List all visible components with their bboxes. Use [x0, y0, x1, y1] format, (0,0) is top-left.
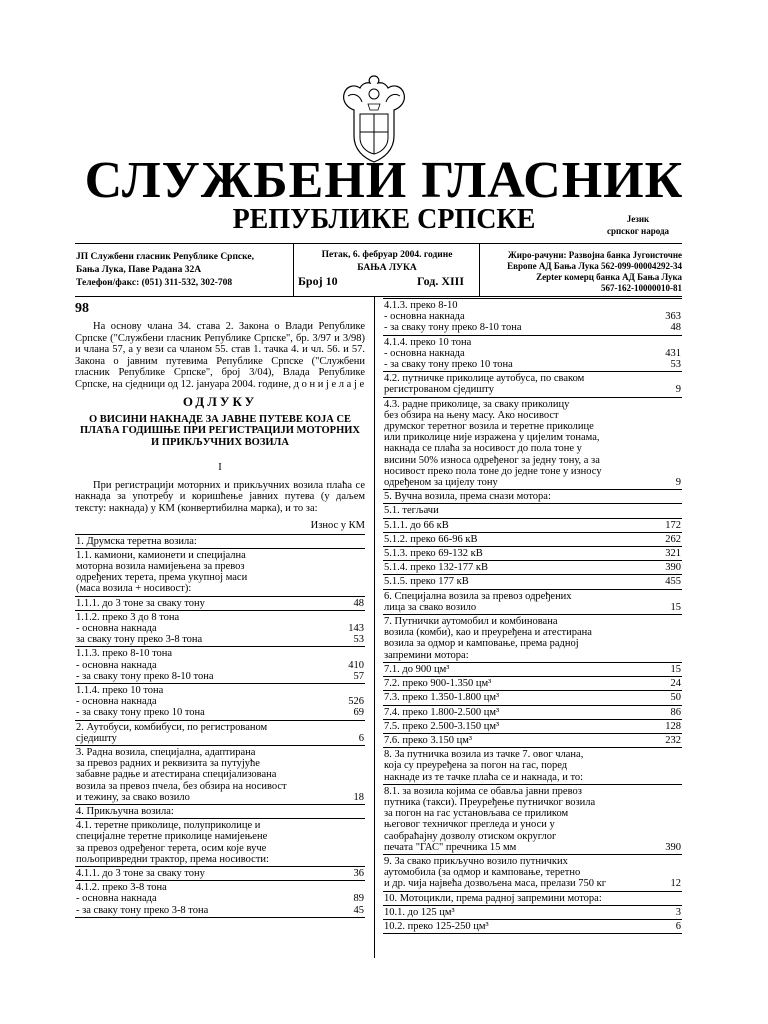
fee-row [383, 532, 682, 546]
issue-year: Год. XIII [417, 274, 464, 288]
fee-description: 10.2. преко 125-250 цм³ [383, 919, 626, 933]
fee-amount: 128 [626, 719, 682, 733]
issue-city: БАЊА ЛУКА [357, 263, 417, 273]
decision-heading: ОДЛУКУ [182, 394, 258, 409]
left-column [75, 301, 365, 918]
fee-description: 4.1. теретне приколице, полуприколице и специјалне теретне приколице намијењене за превоз одређеног терета, осим које вуче пољопривредни трактор, према носивости: [75, 819, 303, 867]
fee-amount [626, 748, 682, 785]
fee-row [383, 891, 682, 905]
fee-row [383, 905, 682, 919]
fee-row [383, 518, 682, 532]
fee-row [383, 662, 682, 676]
coat-of-arms-emblem [340, 74, 408, 164]
language-note: Језик српског народа [606, 214, 670, 236]
fee-amount: 455 [626, 575, 682, 589]
column-divider [374, 296, 375, 958]
fee-amount: 321 [626, 547, 682, 561]
bank-line: Zepter комерц банка АД Бања Лука [536, 272, 682, 282]
fee-description: 7.5. преко 2.500-3.150 цм³ [383, 719, 626, 733]
fee-amount: 431 53 [626, 335, 682, 372]
fee-amount: 24 [626, 677, 682, 691]
fee-row [383, 490, 682, 504]
fee-description: 5.1.4. преко 132-177 кВ [383, 561, 626, 575]
fee-description: 7.4. преко 1.800-2.500 цм³ [383, 705, 626, 719]
fee-description: 4.3. радне приколице, за сваку приколицу без обзира на њену масу. Ако носивост друмског теретног возила и теретне приколице или приколице није изражена у цијелим тонама, накнада се плаћа за носивост до пола тоне у висини 50% износа одређеног за једну тону, а за носивост преко пола тоне до једне тоне у износу одређеном за цијелу тону [383, 397, 626, 490]
fee-amount [626, 504, 682, 518]
fee-description: 7.6. преко 3.150 цм³ [383, 733, 626, 747]
fee-row [383, 335, 682, 372]
fee-row [383, 719, 682, 733]
fee-row [383, 561, 682, 575]
fee-amount [626, 891, 682, 905]
fee-row [383, 547, 682, 561]
fee-description: 5.1.5. преко 177 кВ [383, 575, 626, 589]
fee-description: 1.1. камиони, камионети и специјална моторна возила намијењена за превоз одређених терета, према укупној маси (маса возила + носивост): [75, 548, 303, 596]
fee-description: 7.3. преко 1.350-1.800 цм³ [383, 691, 626, 705]
fee-amount [626, 615, 682, 663]
fee-table-right [383, 298, 682, 934]
fee-amount: 9 [626, 397, 682, 490]
fee-row [383, 504, 682, 518]
fee-description: 5.1.1. до 66 кВ [383, 518, 626, 532]
fee-description: 3. Радна возила, специјална, адаптирана за превоз радних и реквизита за путујуће забавне радње и атестирана специјализована возила за превоз пчела, без обзира на носивост и тежину, за свако возило [75, 745, 303, 804]
fee-amount: 50 [626, 691, 682, 705]
amount-header: Износ у КМ [310, 520, 365, 531]
fee-amount: 36 [303, 866, 365, 880]
fee-row [75, 819, 365, 867]
fee-amount: 48 [303, 596, 365, 610]
fee-amount: 410 57 [303, 647, 365, 684]
fee-amount: 15 [626, 662, 682, 676]
fee-row [383, 677, 682, 691]
fee-row [75, 866, 365, 880]
fee-row [383, 784, 682, 854]
fee-amount: 9 [626, 372, 682, 397]
fee-description: 1. Друмска теретна возила: [75, 534, 303, 548]
fee-amount: 390 [626, 561, 682, 575]
fee-description: 1.1.4. преко 10 тона - основна накнада - за сваку тону преко 10 тона [75, 683, 303, 720]
fee-row [383, 919, 682, 933]
fee-description: 8. За путничка возила из тачке 7. овог члана, која су преуређена за погон на гас, поред накнаде из те тачке плаћа се и накнада, и то: [383, 748, 626, 785]
fee-description: 4.1.3. преко 8-10 - основна накнада - за сваку тону преко 8-10 тона [383, 299, 626, 336]
fee-amount: 390 [626, 784, 682, 854]
header-divider-1 [293, 243, 294, 296]
fee-description: 5.1.3. преко 69-132 кВ [383, 547, 626, 561]
header-divider-2 [479, 243, 480, 296]
bank-line: 567-162-10000010-81 [601, 283, 682, 293]
fee-description: 9. За свако прикључно возило путничких аутомобила (за одмор и камповање, теретно и др. чија највећа дозвољена маса, прелази 750 кг [383, 854, 626, 891]
fee-row [75, 534, 365, 548]
fee-row [383, 748, 682, 785]
header-bottom-rule [75, 296, 682, 297]
document-number: 98 [75, 301, 89, 316]
fee-description: 7. Путнички аутомобил и комбинована возила (комби), као и преуређена и атестирана возила за одмор и камповање, према радној запремини мотора: [383, 615, 626, 663]
fee-amount: 6 [303, 720, 365, 745]
fee-amount: 18 [303, 745, 365, 804]
fee-row [383, 854, 682, 891]
fee-row [75, 881, 365, 918]
fee-table-left [75, 534, 365, 918]
gazette-title: СЛУЖБЕНИ ГЛАСНИК [84, 152, 684, 209]
fee-description: 5.1. тегљачи [383, 504, 626, 518]
fee-row [75, 596, 365, 610]
fee-description: 10. Мотоцикли, према радној запремини мотора: [383, 891, 626, 905]
fee-amount [303, 534, 365, 548]
publisher-line: Бања Лука, Паве Радана 32А [76, 265, 202, 275]
fee-description: 2. Аутобуси, комбибуси, по регистрованом сједишту [75, 720, 303, 745]
fee-row [75, 610, 365, 647]
fee-description: 7.1. до 900 цм³ [383, 662, 626, 676]
decision-subtitle: О ВИСИНИ НАКНАДЕ ЗА ЈАВНЕ ПУТЕВЕ КОЈА СЕ ПЛАЋА ГОДИШЊЕ ПРИ РЕГИСТРАЦИЈИ МОТОРНИХ И ПРИКЉУЧНИХ ВОЗИЛА [79, 413, 360, 448]
fee-amount: 6 [626, 919, 682, 933]
issue-number: Број 10 [298, 274, 338, 288]
fee-description: 7.2. преко 900-1.350 цм³ [383, 677, 626, 691]
issue-info [298, 249, 476, 288]
fee-row [75, 804, 365, 818]
fee-description: 1.1.1. до 3 тоне за сваку тону [75, 596, 303, 610]
header-top-rule [75, 243, 682, 244]
fee-row [383, 691, 682, 705]
fee-amount: 143 53 [303, 610, 365, 647]
fee-amount: 12 [626, 854, 682, 891]
gazette-subtitle: РЕПУБЛИКЕ СРПСКЕ [232, 204, 536, 235]
fee-row [383, 589, 682, 614]
fee-amount: 363 48 [626, 299, 682, 336]
fee-amount [626, 490, 682, 504]
fee-amount: 262 [626, 532, 682, 546]
fee-amount [303, 548, 365, 596]
fee-description: 1.1.2. преко 3 до 8 тона - основна накнада за сваку тону преко 3-8 тона [75, 610, 303, 647]
fee-row [383, 615, 682, 663]
fee-row [383, 705, 682, 719]
fee-description: 6. Специјална возила за превоз одређених лица за свако возило [383, 589, 626, 614]
publisher-info [76, 251, 291, 290]
fee-row [75, 683, 365, 720]
fee-description: 1.1.3. преко 8-10 тона - основна накнада - за сваку тону преко 8-10 тона [75, 647, 303, 684]
publisher-line: ЈП Службени гласник Републике Српске, [76, 252, 254, 262]
bank-line: Жиро-рачуни: Развојна банка Југоисточне [507, 250, 682, 260]
right-column [383, 298, 682, 934]
fee-row [75, 548, 365, 596]
fee-description: 4.1.1. до 3 тоне за сваку тону [75, 866, 303, 880]
fee-amount: 526 69 [303, 683, 365, 720]
fee-amount: 172 [626, 518, 682, 532]
fee-row [383, 372, 682, 397]
fee-amount: 232 [626, 733, 682, 747]
fee-description: 5.1.2. преко 66-96 кВ [383, 532, 626, 546]
fee-description: 4.1.2. преко 3-8 тона - основна накнада - за сваку тону преко 3-8 тона [75, 881, 303, 918]
section-number: I [218, 462, 222, 473]
fee-amount: 89 45 [303, 881, 365, 918]
fee-amount: 86 [626, 705, 682, 719]
fee-row [75, 720, 365, 745]
fee-row [383, 575, 682, 589]
fee-description: 5. Вучна возила, према снази мотора: [383, 490, 626, 504]
issue-date: Петак, 6. фебруар 2004. године [321, 250, 453, 260]
fee-amount [303, 819, 365, 867]
fee-amount [303, 804, 365, 818]
publisher-line: Телефон/факс: (051) 311-532, 302-708 [76, 278, 233, 288]
fee-description: 8.1. за возила којима се обавља јавни превоз путника (такси). Преуређење путничког возила за погон на гас установљава се приликом његовог техничког прегледа и уноси у саобраћајну дозволу отиском округлог печата "ГАС" пречника 15 мм [383, 784, 626, 854]
bank-line: Европе АД Бања Лука 562-099-00004292-34 [507, 261, 682, 271]
fee-row [383, 733, 682, 747]
fee-description: 10.1. до 125 цм³ [383, 905, 626, 919]
fee-row [383, 299, 682, 336]
fee-row [75, 745, 365, 804]
fee-row [75, 647, 365, 684]
fee-amount: 3 [626, 905, 682, 919]
preamble-paragraph: На основу члана 34. става 2. Закона о Влади Републике Српске ("Службени гласник Републике Српске", бр. 3/97 и 3/98) и члана 57, а у вези са чланом 55. став 1. тачка 4. и чл. 56. и 57. Закона о јавним путевима Републике Српске ("Службени гласник Републике Српске", број 3/04), Влада Републике Српске, на сједници од 12. јануара 2004. године, д о н и ј е л а ј е [75, 321, 365, 390]
bank-accounts [484, 250, 682, 294]
section-paragraph: При регистрацији моторних и прикључних возила плаћа се накнада за употребу и коришћење јавних путева (у даљем тексту: накнада) у КМ (конвертибилна марка), и то за: [75, 479, 365, 514]
fee-description: 4.1.4. преко 10 тона - основна накнада - за сваку тону преко 10 тона [383, 335, 626, 372]
fee-description: 4.2. путничке приколице аутобуса, по сваком регистрованом сједишту [383, 372, 626, 397]
fee-description: 4. Прикључна возила: [75, 804, 303, 818]
fee-amount: 15 [626, 589, 682, 614]
fee-row [383, 397, 682, 490]
